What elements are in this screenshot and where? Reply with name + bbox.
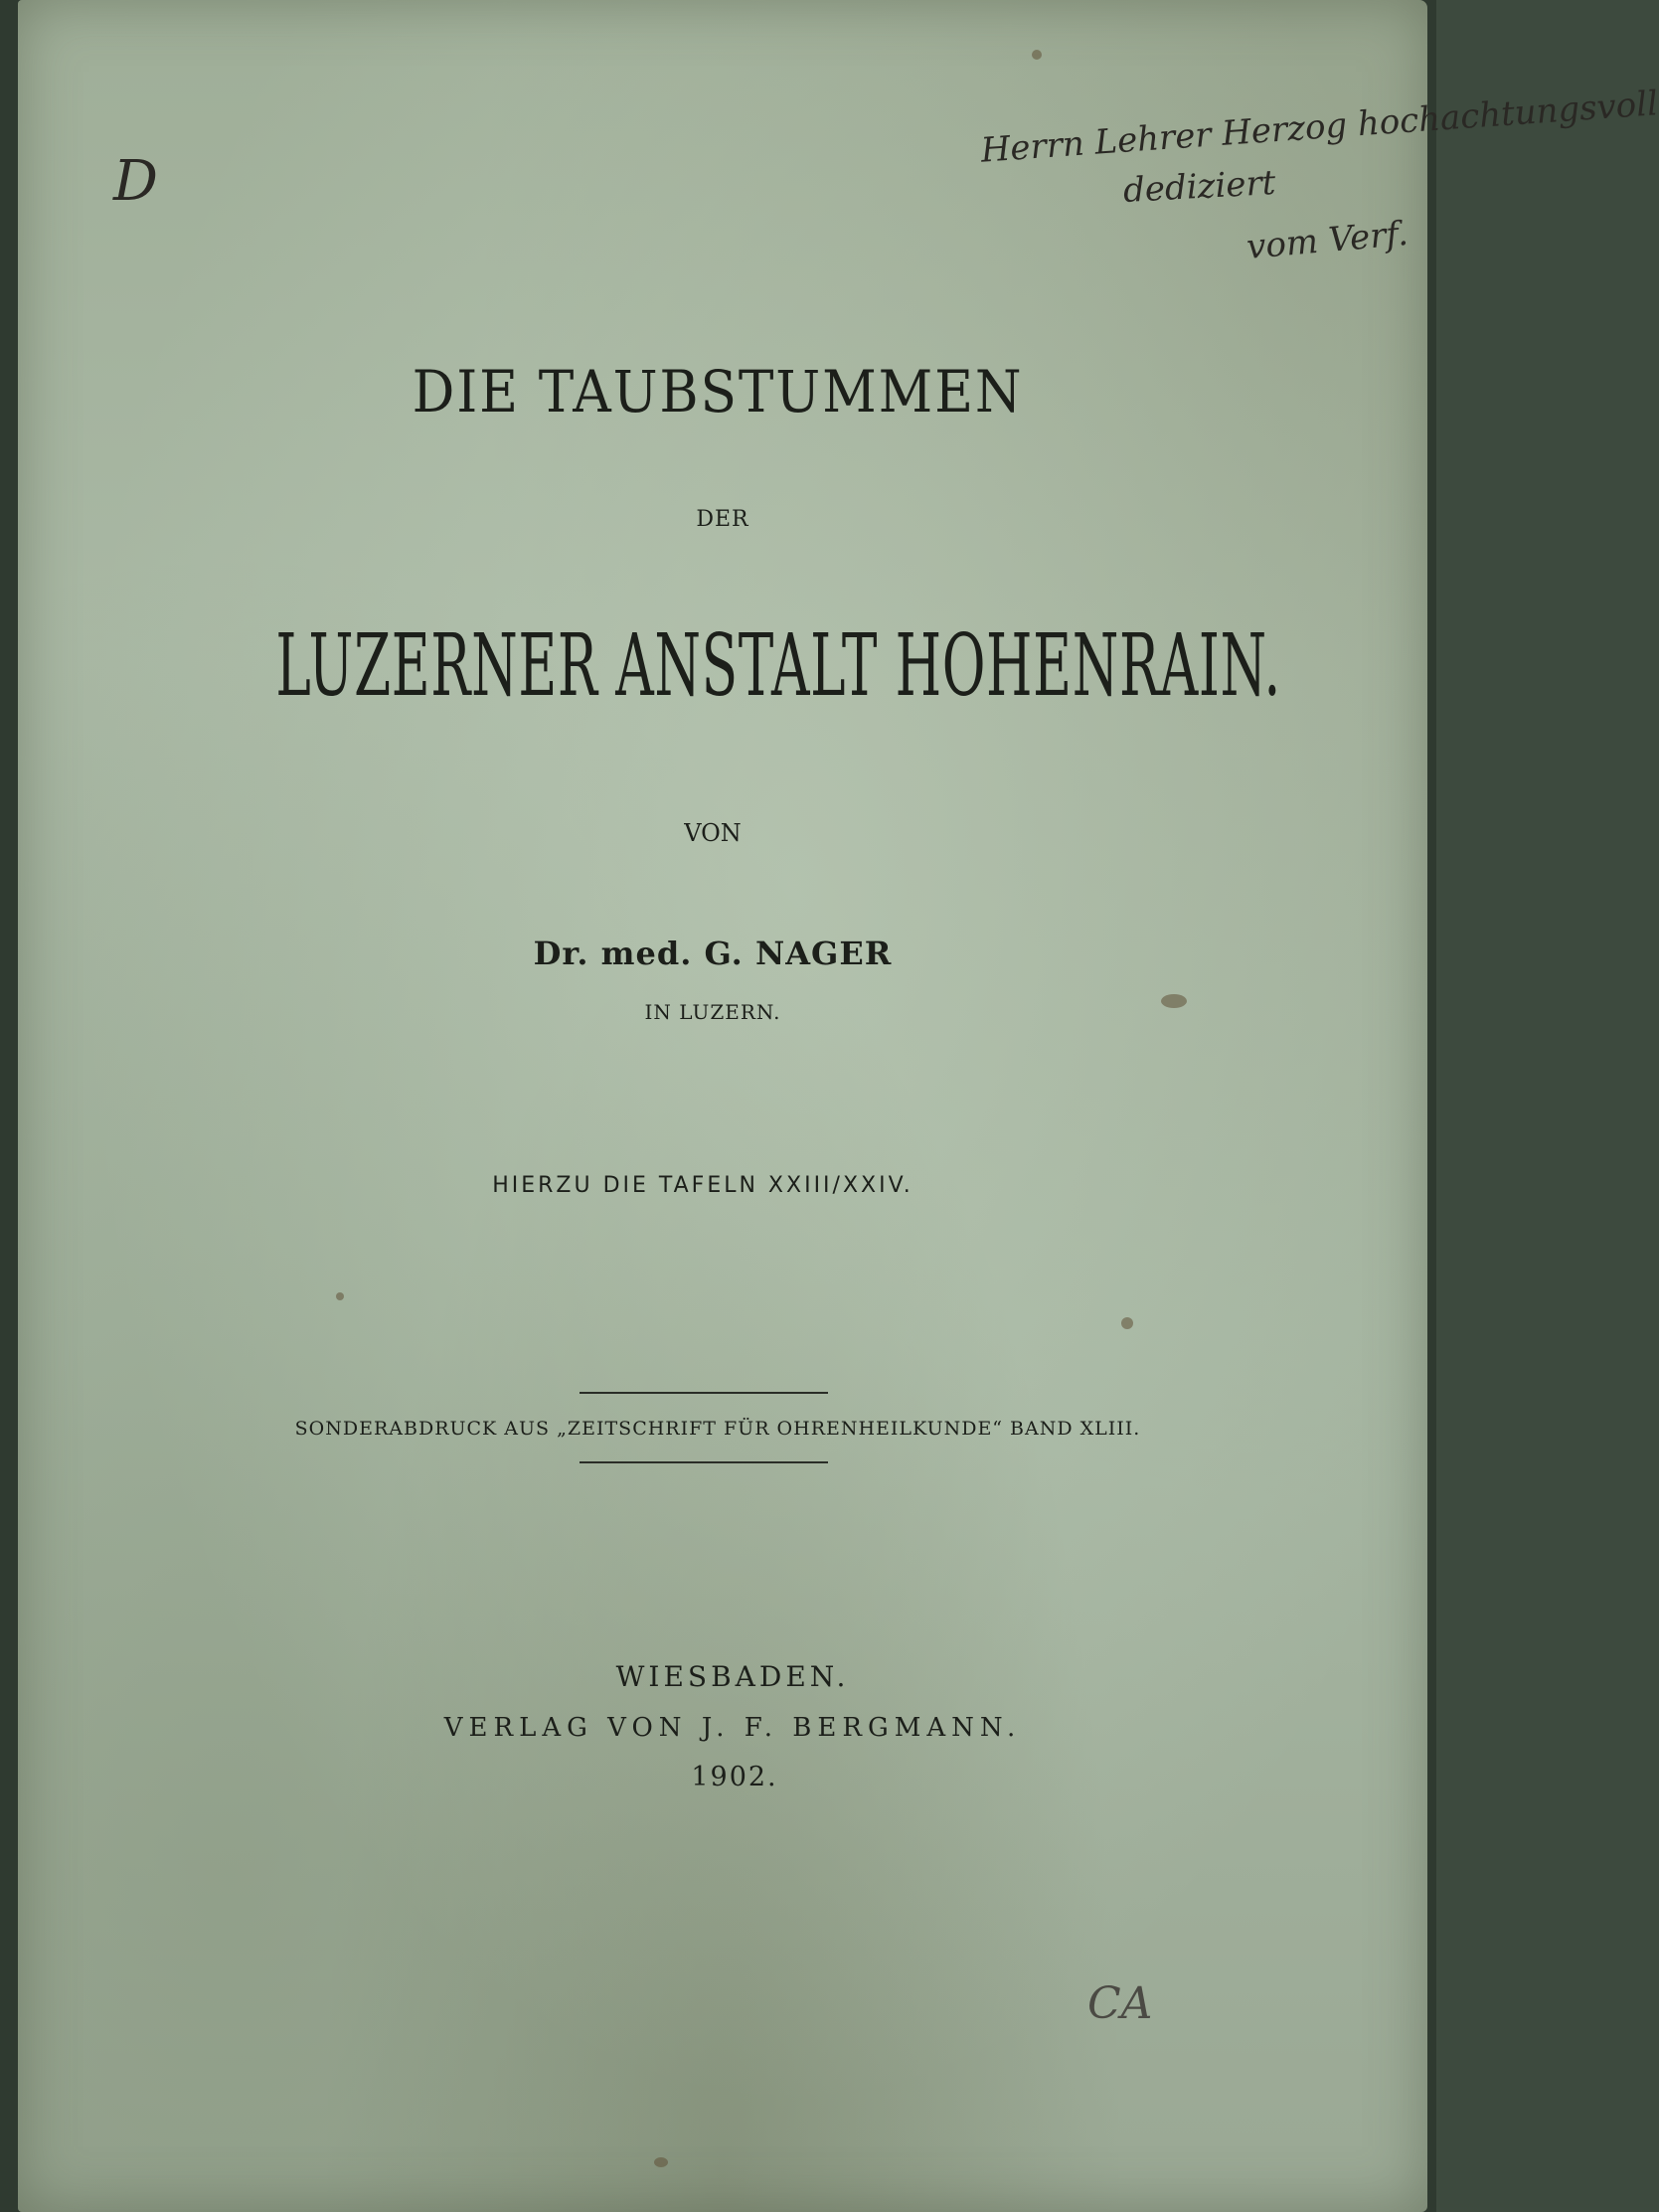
divider-rule-top — [580, 1392, 828, 1394]
publication-year: 1902. — [691, 1762, 778, 1792]
handwritten-dedication-line-3: vom Verf. — [1244, 213, 1410, 268]
foxing-spot — [654, 2157, 668, 2167]
author-name: Dr. med. G. NAGER — [533, 935, 893, 972]
offprint-note: SONDERABDRUCK AUS „ZEITSCHRIFT FÜR OHRENHEILKUNDE“ BAND XLIII. — [294, 1418, 1141, 1440]
byline-prefix: VON — [684, 819, 742, 847]
author-location: IN LUZERN. — [644, 1000, 781, 1024]
handwritten-corner-mark: D — [113, 149, 158, 214]
foxing-spot — [1121, 1317, 1133, 1329]
cover-title-connector: DER — [696, 507, 749, 532]
cover-title-institution: LUZERNER ANSTALT HOHENRAIN. — [275, 616, 1281, 716]
book-cover — [18, 0, 1659, 2212]
divider-rule-bottom — [580, 1461, 828, 1463]
publisher-city: WIESBADEN. — [615, 1660, 850, 1693]
handwritten-dedication-line-1: Herrn Lehrer Herzog hochachtungsvoll — [979, 84, 1659, 171]
publisher-house: VERLAG VON J. F. BERGMANN. — [443, 1713, 1022, 1743]
handwritten-dedication-line-2: dediziert — [1122, 163, 1277, 211]
plates-note: HIERZU DIE TAFELN XXIII/XXIV. — [492, 1173, 913, 1198]
foxing-spot — [1161, 994, 1187, 1008]
cover-title-main: DIE TAUBSTUMMEN — [412, 358, 1024, 425]
foxing-spot — [336, 1292, 344, 1300]
foxing-spot — [1032, 50, 1042, 60]
handwritten-bottom-mark: CA — [1087, 1978, 1153, 2029]
